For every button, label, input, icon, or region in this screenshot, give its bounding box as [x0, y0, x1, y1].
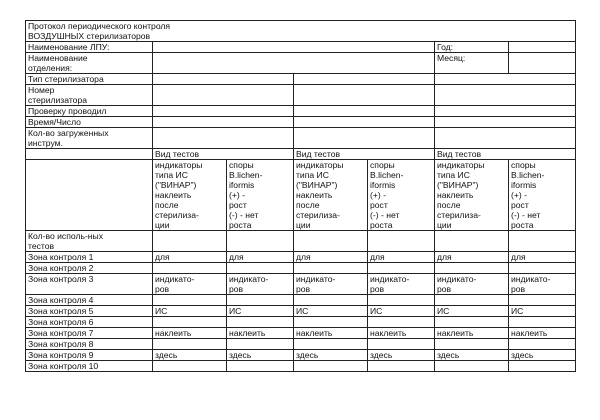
zone-cell[interactable]: наклеить [227, 328, 294, 339]
zone-row [26, 295, 576, 306]
time-date-cell-1[interactable] [153, 117, 294, 128]
loaded-instruments-row [26, 128, 576, 149]
zone-cell[interactable] [368, 295, 435, 306]
zone-cell[interactable]: индикато- ров [153, 274, 227, 295]
sterilizer-type-cell-2[interactable] [294, 74, 435, 85]
zone-cell[interactable] [509, 263, 576, 274]
zone-cell[interactable] [509, 339, 576, 350]
sterilizer-type-row [26, 74, 576, 85]
zone-cell[interactable]: ИС [435, 306, 509, 317]
zone-cell[interactable] [227, 295, 294, 306]
zone-label: Зона контроля 1 [26, 252, 153, 263]
zone-cell[interactable] [294, 339, 368, 350]
checked-by-cell-3[interactable] [435, 106, 576, 117]
checked-by-label: Проверку проводил [26, 106, 153, 117]
zone-cell[interactable]: здесь [153, 350, 227, 361]
test-type-label-3: Вид тестов [435, 149, 576, 160]
zone-cell[interactable]: индикато- ров [509, 274, 576, 295]
zone-cell[interactable]: для [509, 252, 576, 263]
month-value-cell[interactable] [509, 53, 576, 74]
loaded-instruments-cell-3[interactable] [435, 128, 576, 149]
lpu-row [26, 42, 576, 53]
zone-cell[interactable] [153, 263, 227, 274]
zone-cell[interactable] [435, 295, 509, 306]
spores-description-2: споры B.lichen- iformis (+) - рост (-) - нет роста [368, 160, 435, 231]
zone-label: Зона контроля 6 [26, 317, 153, 328]
zone-cell[interactable]: здесь [509, 350, 576, 361]
zone-cell[interactable] [227, 317, 294, 328]
sterilizer-number-cell-1[interactable] [153, 85, 294, 106]
test-type-label-2: Вид тестов [294, 149, 435, 160]
test-type-blank [26, 149, 153, 160]
zone-row [26, 361, 576, 372]
checked-by-cell-1[interactable] [153, 106, 294, 117]
zone-cell[interactable] [294, 317, 368, 328]
zone-cell[interactable] [509, 361, 576, 372]
month-label: Месяц: [435, 53, 509, 74]
zone-cell[interactable]: для [435, 252, 509, 263]
zone-cell[interactable] [227, 339, 294, 350]
zone-cell[interactable] [435, 339, 509, 350]
zone-cell[interactable] [153, 361, 227, 372]
zone-cell[interactable] [227, 263, 294, 274]
spores-description-3: споры B.lichen- iformis (+) - рост (-) - нет роста [509, 160, 576, 231]
zone-row [26, 317, 576, 328]
zone-cell[interactable]: для [227, 252, 294, 263]
sterilizer-number-label: Номер стерилизатора [26, 85, 153, 106]
zone-cell[interactable] [435, 317, 509, 328]
department-row [26, 53, 576, 74]
zone-cell[interactable]: наклеить [368, 328, 435, 339]
zone-label: Зона контроля 2 [26, 263, 153, 274]
zone-label: Зона контроля 5 [26, 306, 153, 317]
zone-cell[interactable] [294, 361, 368, 372]
time-date-cell-3[interactable] [435, 117, 576, 128]
test-type-label-1: Вид тестов [153, 149, 294, 160]
lpu-value-cell[interactable] [153, 42, 435, 53]
zone-row [26, 328, 576, 339]
sterilizer-number-cell-2[interactable] [294, 85, 435, 106]
indicator-description-3: индикаторы типа ИС ("ВИНАР") наклеить после стерилиза- ции [435, 160, 509, 231]
zone-cell[interactable]: наклеить [153, 328, 227, 339]
used-tests-label: Кол-во исполь-ных тестов [26, 231, 153, 252]
indicator-description-2: индикаторы типа ИС ("ВИНАР") наклеить после стерилиза- ции [294, 160, 368, 231]
used-tests-cell[interactable] [368, 231, 435, 252]
zone-cell[interactable]: для [294, 252, 368, 263]
zone-row [26, 252, 576, 263]
zone-cell[interactable]: здесь [227, 350, 294, 361]
zone-cell[interactable]: индикато- ров [294, 274, 368, 295]
zone-cell[interactable]: наклеить [294, 328, 368, 339]
zone-cell[interactable]: ИС [227, 306, 294, 317]
sterilizer-type-label: Тип стерилизатора [26, 74, 153, 85]
zone-cell[interactable]: для [153, 252, 227, 263]
zone-cell[interactable]: для [368, 252, 435, 263]
used-tests-cell[interactable] [227, 231, 294, 252]
zone-cell[interactable] [509, 295, 576, 306]
used-tests-cell[interactable] [153, 231, 227, 252]
spores-description-1: споры B.lichen- iformis (+) - рост (-) - нет роста [227, 160, 294, 231]
loaded-instruments-cell-1[interactable] [153, 128, 294, 149]
zone-cell[interactable] [368, 263, 435, 274]
zone-cell[interactable]: ИС [153, 306, 227, 317]
zone-row [26, 306, 576, 317]
zone-cell[interactable]: ИС [509, 306, 576, 317]
zone-cell[interactable] [294, 295, 368, 306]
used-tests-cell[interactable] [294, 231, 368, 252]
zone-cell[interactable]: здесь [368, 350, 435, 361]
zone-cell[interactable] [368, 317, 435, 328]
zone-row [26, 350, 576, 361]
test-description-blank [26, 160, 153, 231]
zone-cell[interactable]: ИС [368, 306, 435, 317]
zone-cell[interactable] [294, 263, 368, 274]
zone-cell[interactable]: здесь [435, 350, 509, 361]
zone-cell[interactable] [227, 361, 294, 372]
zone-cell[interactable]: наклеить [509, 328, 576, 339]
test-description-row [26, 160, 576, 231]
sterilizer-type-cell-1[interactable] [153, 74, 294, 85]
zone-label: Зона контроля 8 [26, 339, 153, 350]
zone-cell[interactable] [153, 317, 227, 328]
sterilizer-number-cell-3[interactable] [435, 85, 576, 106]
zone-cell[interactable] [368, 361, 435, 372]
loaded-instruments-label: Кол-во загруженных инструм. [26, 128, 153, 149]
time-date-row [26, 117, 576, 128]
test-type-header-row [26, 149, 576, 160]
checked-by-cell-2[interactable] [294, 106, 435, 117]
zone-cell[interactable]: индикато- ров [227, 274, 294, 295]
used-tests-cell[interactable] [509, 231, 576, 252]
zone-cell[interactable]: здесь [294, 350, 368, 361]
sterilizer-number-row [26, 85, 576, 106]
checked-by-row [26, 106, 576, 117]
used-tests-row [26, 231, 576, 252]
year-value-cell[interactable] [509, 42, 576, 53]
sterilizer-type-cell-3[interactable] [435, 74, 576, 85]
time-date-cell-2[interactable] [294, 117, 435, 128]
zone-row [26, 274, 576, 295]
zone-label: Зона контроля 7 [26, 328, 153, 339]
zone-label: Зона контроля 10 [26, 361, 153, 372]
zone-row [26, 339, 576, 350]
zone-cell[interactable] [153, 295, 227, 306]
title-row [26, 21, 576, 42]
zone-label: Зона контроля 4 [26, 295, 153, 306]
zone-cell[interactable] [435, 361, 509, 372]
zone-cell[interactable]: наклеить [435, 328, 509, 339]
zone-cell[interactable] [153, 339, 227, 350]
department-value-cell[interactable] [153, 53, 435, 74]
zone-label: Зона контроля 9 [26, 350, 153, 361]
department-label: Наименование отделения: [26, 53, 153, 74]
zone-cell[interactable] [368, 339, 435, 350]
loaded-instruments-cell-2[interactable] [294, 128, 435, 149]
zone-cell[interactable]: индикато- ров [435, 274, 509, 295]
zone-cell[interactable]: ИС [294, 306, 368, 317]
sterilizer-control-protocol [25, 20, 576, 372]
zone-cell[interactable] [435, 263, 509, 274]
zone-cell[interactable]: индикато- ров [368, 274, 435, 295]
lpu-label: Наименование ЛПУ: [26, 42, 153, 53]
indicator-description-1: индикаторы типа ИС ("ВИНАР") наклеить после стерилиза- ции [153, 160, 227, 231]
time-date-label: Время/Число [26, 117, 153, 128]
protocol-title: Протокол периодического контроля ВОЗДУШНЫХ стерилизаторов [26, 21, 576, 42]
year-label: Год: [435, 42, 509, 53]
zone-row [26, 263, 576, 274]
zone-cell[interactable] [509, 317, 576, 328]
zone-label: Зона контроля 3 [26, 274, 153, 295]
used-tests-cell[interactable] [435, 231, 509, 252]
protocol-table [25, 20, 576, 372]
